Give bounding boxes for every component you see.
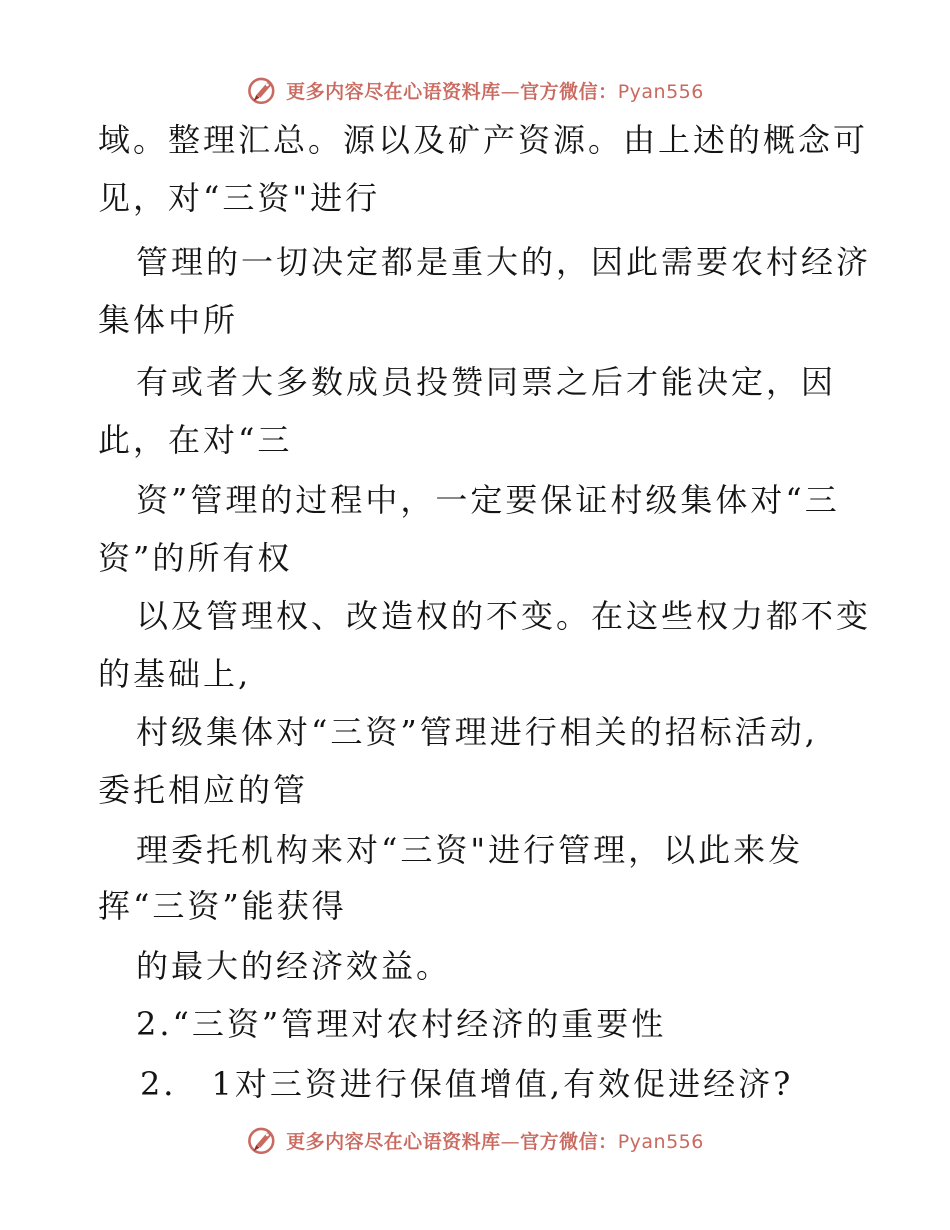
text-line: 的最大的经济效益。: [136, 947, 452, 985]
text-line: 集体中所: [98, 301, 239, 339]
text-line: 域。整理汇总。源以及矿产资源。由上述的概念可: [98, 121, 869, 159]
text-line: 管理的一切决定都是重大的，因此需要农村经济: [136, 243, 872, 281]
text-line: 有或者大多数成员投赞同票之后才能决定，因: [136, 363, 837, 401]
footer-watermark: [0, 1120, 950, 1160]
watermark-text: [286, 1127, 704, 1154]
watermark-separator: —: [500, 80, 521, 103]
text-line: 挥“三资”能获得: [98, 887, 347, 925]
watermark-brand: 更多内容尽在心语资料库: [286, 80, 501, 103]
watermark-wechat-id: Pyan556: [617, 1130, 704, 1153]
text-line: 的基础上,: [98, 655, 252, 693]
text-line: 资”的所有权: [98, 539, 293, 577]
watermark-separator: —: [500, 1130, 521, 1153]
text-line: 理委托机构来对“三资"进行管理，以此来发: [136, 831, 804, 869]
watermark-brand: 更多内容尽在心语资料库: [286, 1130, 501, 1153]
pen-nib-logo-icon: [246, 1123, 280, 1157]
text-line: 资”管理的过程中，一定要保证村级集体对“三: [136, 481, 840, 519]
text-line: 见，对“三资"进行: [98, 179, 381, 217]
watermark-wechat-id: Pyan556: [617, 80, 704, 103]
text-line: 2． 1对三资进行保值增值,有效促进经济?: [140, 1065, 794, 1103]
header-watermark: [0, 70, 950, 110]
text-line: 2.“三资”管理对农村经济的重要性: [136, 1005, 667, 1043]
text-line: 村级集体对“三资”管理进行相关的招标活动,: [136, 713, 818, 751]
watermark-text: [286, 77, 704, 104]
text-line: 此，在对“三: [98, 421, 293, 459]
text-line: 以及管理权、改造权的不变。在这些权力都不变: [136, 597, 872, 635]
text-line: 委托相应的管: [98, 771, 309, 809]
pen-nib-logo-icon: [246, 73, 280, 107]
watermark-wechat-label: 官方微信：: [520, 1130, 618, 1153]
watermark-wechat-label: 官方微信：: [520, 80, 618, 103]
